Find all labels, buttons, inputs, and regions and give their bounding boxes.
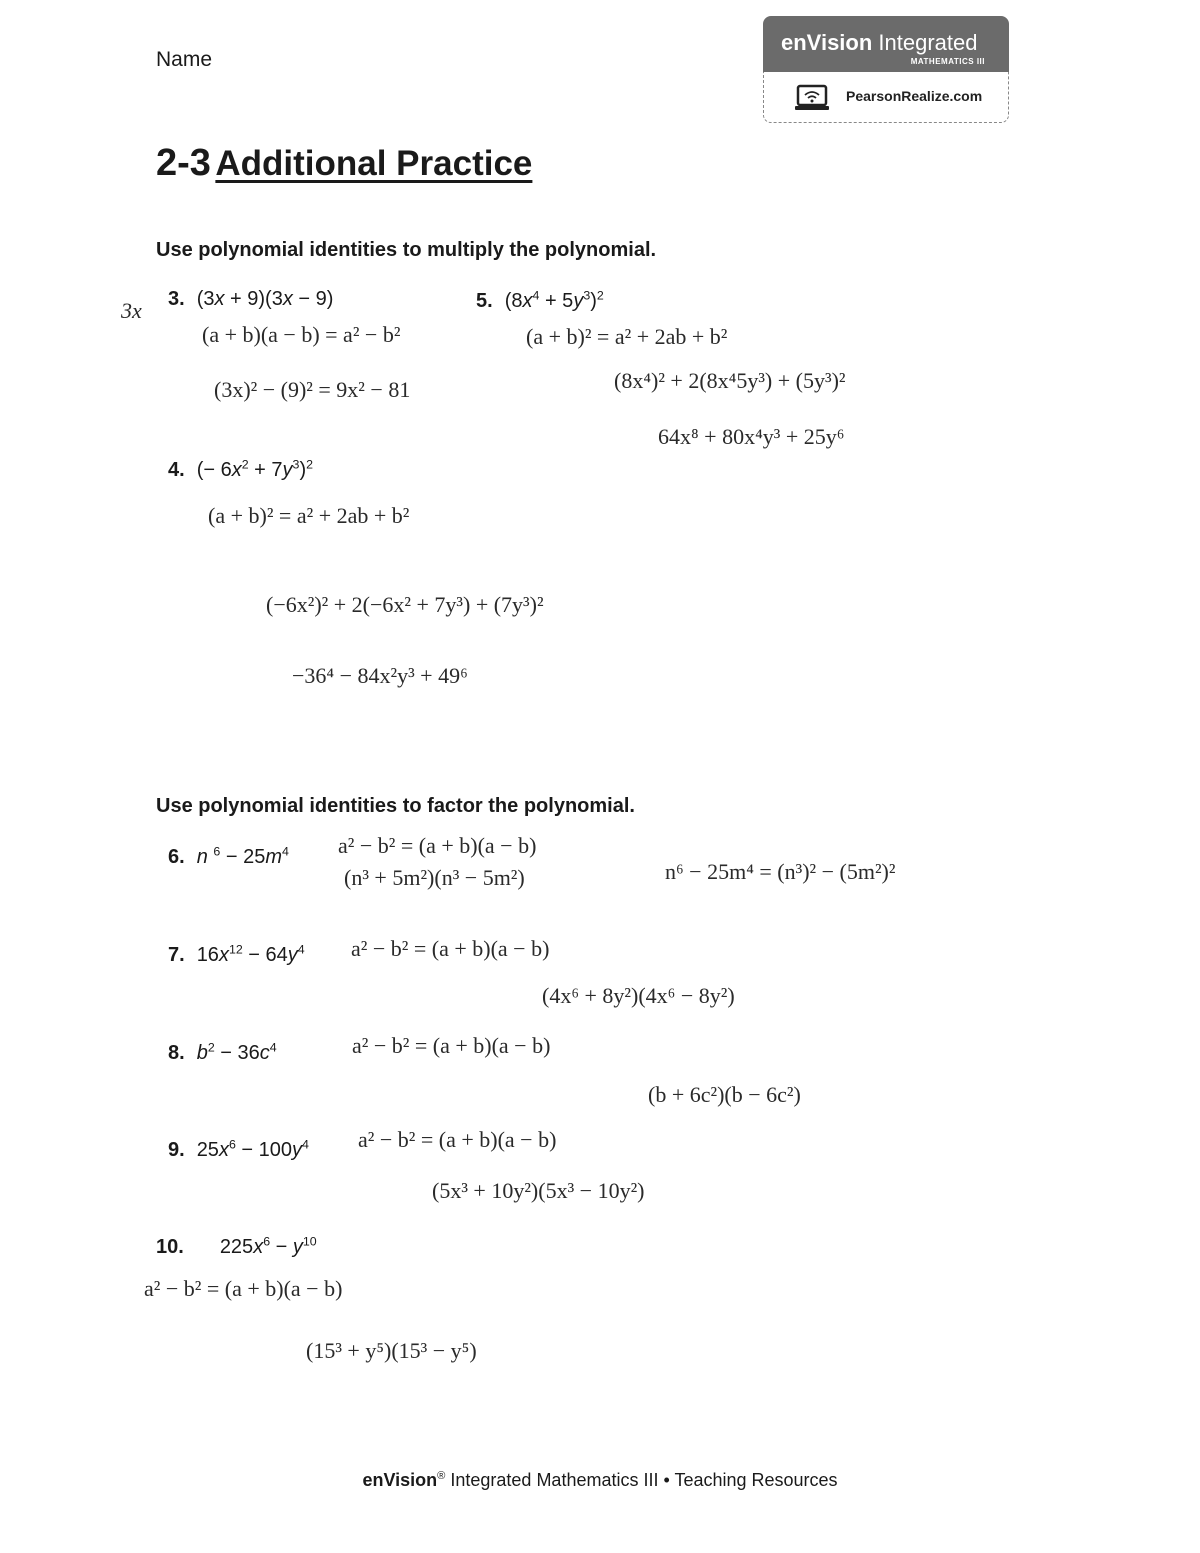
- page-title: [156, 142, 532, 185]
- problem-expression: $16x^{12} - 64y^4$: [196, 942, 305, 966]
- p9-answer: (5x³ + 10y²)(5x³ − 10y²): [432, 1178, 645, 1203]
- problem-number: 5.: [476, 289, 493, 312]
- problem-expression: $225x^6 - y^{10}$: [219, 1234, 317, 1258]
- section-heading-factor: Use polynomial identities to factor the polynomial.: [156, 795, 635, 817]
- problem-expression: (− $6x^2 + 7y^3)^2$: [196, 457, 314, 481]
- p10-identity: a² − b² = (a + b)(a − b): [144, 1276, 343, 1301]
- problem-number: 8.: [168, 1041, 185, 1064]
- problem-number: 4.: [168, 458, 185, 481]
- laptop-wifi-icon: [794, 84, 830, 112]
- p5-step-substitute: (8x⁴)² + 2(8x⁴5y³) + (5y³)²: [614, 368, 846, 393]
- problem-3: [168, 288, 333, 311]
- problem-4: [168, 457, 313, 482]
- p4-step-answer: −36⁴ − 84x²y³ + 49⁶: [292, 663, 468, 688]
- page-footer: enVision® Integrated Mathematics III • Teaching Resources: [362, 1470, 838, 1490]
- problem-8: [168, 1040, 277, 1065]
- problem-9: [168, 1137, 309, 1162]
- problem-5: [476, 288, 604, 313]
- logo-banner: [763, 16, 1009, 72]
- problem-number: 6.: [168, 845, 185, 868]
- p7-answer: (4x⁶ + 8y²)(4x⁶ − 8y²): [542, 983, 735, 1008]
- p6-rewrite: n⁶ − 25m⁴ = (n³)² − (5m²)²: [665, 859, 896, 884]
- p6-answer: (n³ + 5m²)(n³ − 5m²): [344, 865, 525, 890]
- p10-answer: (15³ + y⁵)(15³ − y⁵): [306, 1338, 477, 1363]
- problem-6: [168, 844, 289, 869]
- problem-number: 7.: [168, 943, 185, 966]
- p4-step-identity: (a + b)² = a² + 2ab + b²: [208, 503, 410, 528]
- p8-answer: (b + 6c²)(b − 6c²): [648, 1082, 801, 1107]
- p8-identity: a² − b² = (a + b)(a − b): [352, 1033, 551, 1058]
- logo-url-box: [763, 72, 1009, 123]
- p4-step-substitute: (−6x²)² + 2(−6x² + 7y³) + (7y³)²: [266, 592, 544, 617]
- margin-note: 3x: [121, 298, 142, 323]
- problem-10: [156, 1234, 317, 1259]
- p6-identity: a² − b² = (a + b)(a − b): [338, 833, 537, 858]
- title-number: 2-3: [156, 142, 211, 184]
- problem-number: 3.: [168, 288, 185, 310]
- problem-expression: (3x + 9)(3x − 9): [196, 288, 334, 310]
- p7-identity: a² − b² = (a + b)(a − b): [351, 936, 550, 961]
- problem-expression: $b^2 - 36c^4$: [196, 1040, 277, 1064]
- problem-7: [168, 942, 305, 967]
- problem-number: 9.: [168, 1138, 185, 1161]
- section-heading-multiply: Use polynomial identities to multiply the polynomial.: [156, 239, 657, 261]
- logo-sub: MATHEMATICS III: [910, 57, 985, 66]
- p3-step-answer: (3x)² − (9)² = 9x² − 81: [214, 377, 411, 402]
- logo-url: PearsonRealize.com: [846, 88, 983, 104]
- p3-step-identity: (a + b)(a − b) = a² − b²: [202, 322, 401, 347]
- problem-expression: $(8x^4 + 5y^3)^2$: [504, 288, 604, 312]
- p9-identity: a² − b² = (a + b)(a − b): [358, 1127, 557, 1152]
- title-text: Additional Practice: [215, 144, 533, 183]
- problem-number: 10.: [156, 1235, 184, 1258]
- name-label: Name: [156, 48, 213, 71]
- logo-brand: enVision Integrated: [781, 30, 978, 55]
- envision-logo: [763, 16, 1009, 124]
- problem-expression: n $^6 - 25m^4$: [196, 844, 289, 868]
- problem-expression: $25x^6 - 100y^4$: [196, 1137, 309, 1161]
- p5-step-identity: (a + b)² = a² + 2ab + b²: [526, 324, 728, 349]
- p5-step-answer: 64x⁸ + 80x⁴y³ + 25y⁶: [658, 424, 845, 449]
